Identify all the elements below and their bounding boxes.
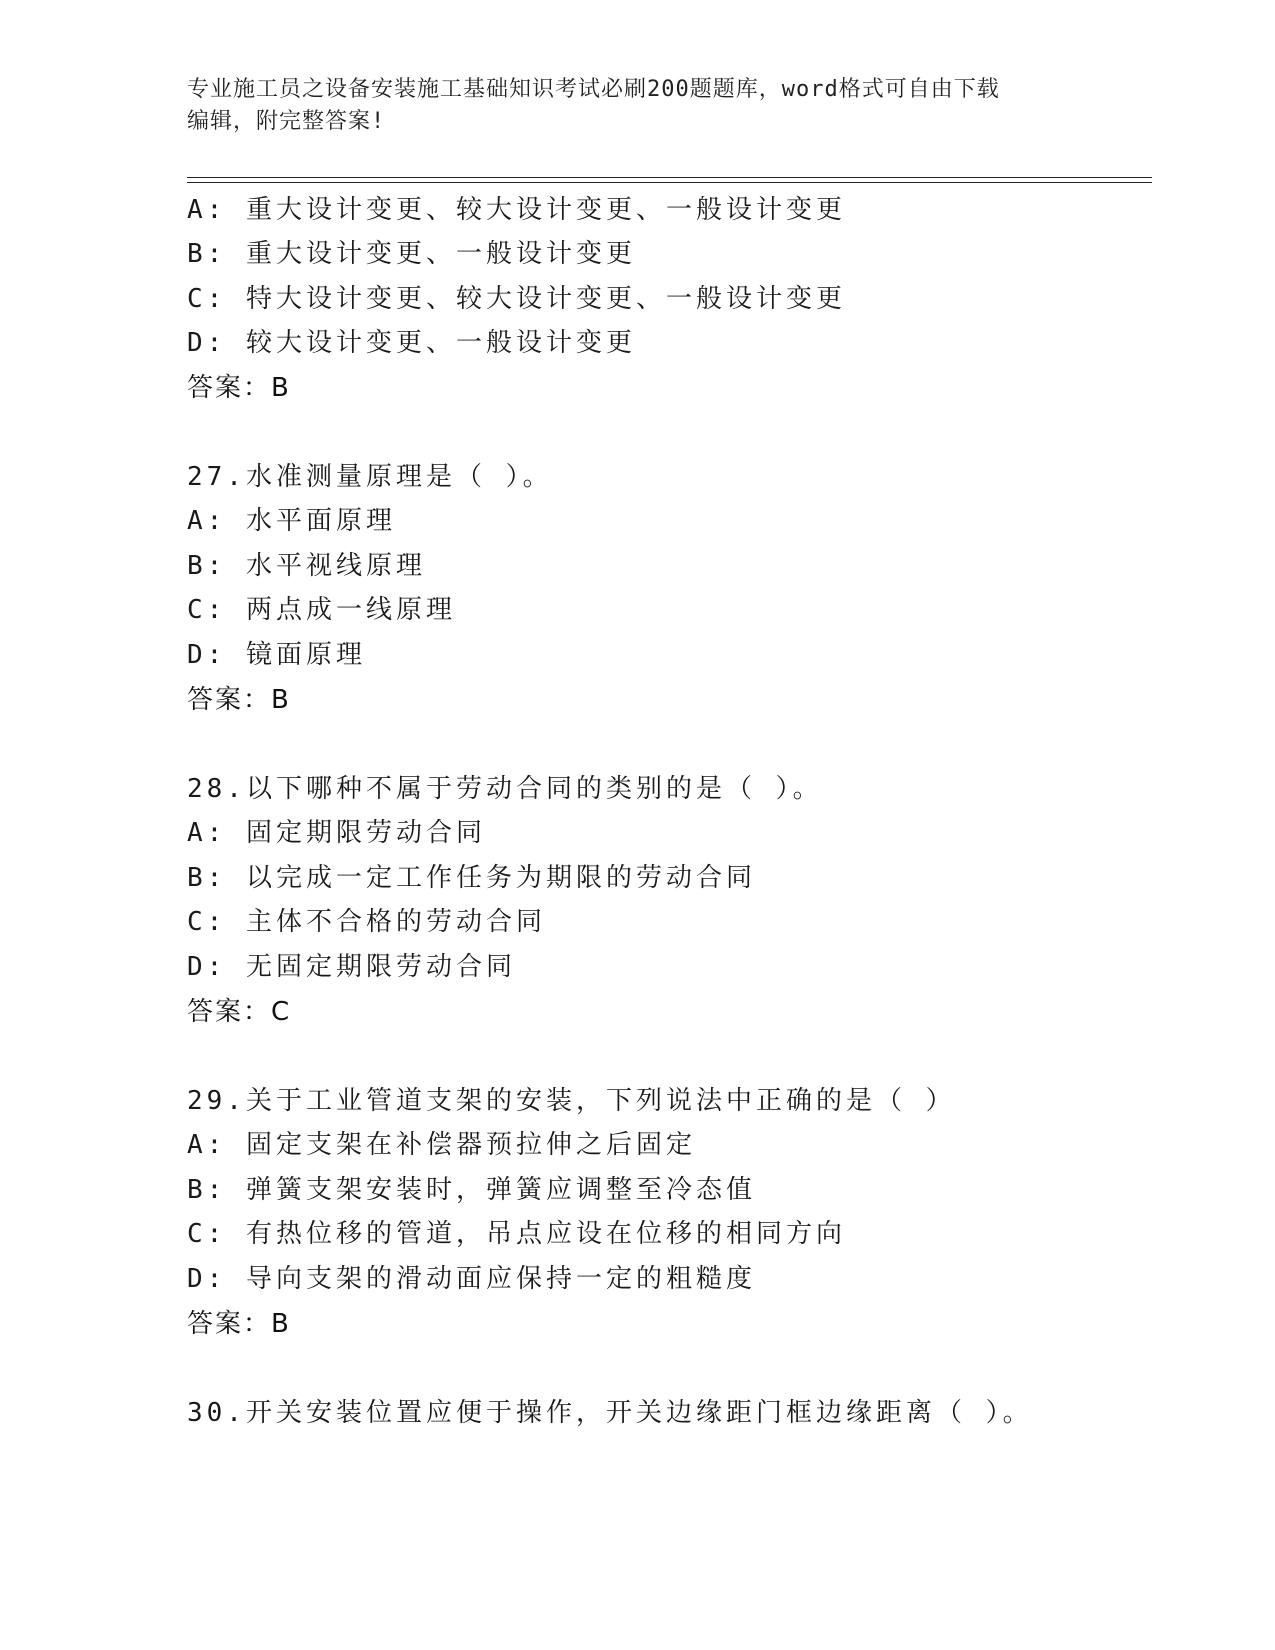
q27-answer: 答案：B (187, 685, 291, 715)
q26-answer: 答案：B (187, 373, 291, 403)
q26-option-c: C: 特大设计变更、较大设计变更、一般设计变更 (187, 284, 846, 314)
header-divider-top (187, 177, 1152, 178)
q26-option-b: B: 重大设计变更、一般设计变更 (187, 239, 636, 269)
q27-option-c: C: 两点成一线原理 (187, 595, 456, 625)
q29-option-b: B: 弹簧支架安装时，弹簧应调整至冷态值 (187, 1175, 756, 1205)
q26-option-a: A: 重大设计变更、较大设计变更、一般设计变更 (187, 195, 846, 225)
q28-stem: 28.以下哪种不属于劳动合同的类别的是（ ）。 (187, 774, 823, 804)
q28-answer: 答案：C (187, 997, 292, 1027)
header-title-line2: 编辑，附完整答案! (187, 109, 386, 134)
q30-stem: 30.开关安装位置应便于操作，开关边缘距门框边缘距离（ ）。 (187, 1398, 1033, 1428)
q29-answer: 答案：B (187, 1309, 291, 1339)
q29-stem: 29.关于工业管道支架的安装，下列说法中正确的是（ ） (187, 1086, 956, 1116)
q27-stem: 27.水准测量原理是（ ）。 (187, 462, 553, 492)
q28-option-a: A: 固定期限劳动合同 (187, 818, 486, 848)
q29-option-c: C: 有热位移的管道，吊点应设在位移的相同方向 (187, 1219, 846, 1249)
q27-option-a: A: 水平面原理 (187, 506, 396, 536)
q28-option-c: C: 主体不合格的劳动合同 (187, 907, 546, 937)
q26-option-d: D: 较大设计变更、一般设计变更 (187, 328, 636, 358)
q28-option-b: B: 以完成一定工作任务为期限的劳动合同 (187, 863, 756, 893)
document-header (187, 74, 1087, 138)
q29-option-a: A: 固定支架在补偿器预拉伸之后固定 (187, 1130, 696, 1160)
q29-option-d: D: 导向支架的滑动面应保持一定的粗糙度 (187, 1264, 756, 1294)
header-divider-bottom (187, 182, 1152, 183)
header-title-line1: 专业施工员之设备安装施工基础知识考试必刷200题题库，word格式可自由下载 (187, 77, 1000, 102)
q28-option-d: D: 无固定期限劳动合同 (187, 952, 516, 982)
q27-option-b: B: 水平视线原理 (187, 551, 426, 581)
q27-option-d: D: 镜面原理 (187, 640, 366, 670)
